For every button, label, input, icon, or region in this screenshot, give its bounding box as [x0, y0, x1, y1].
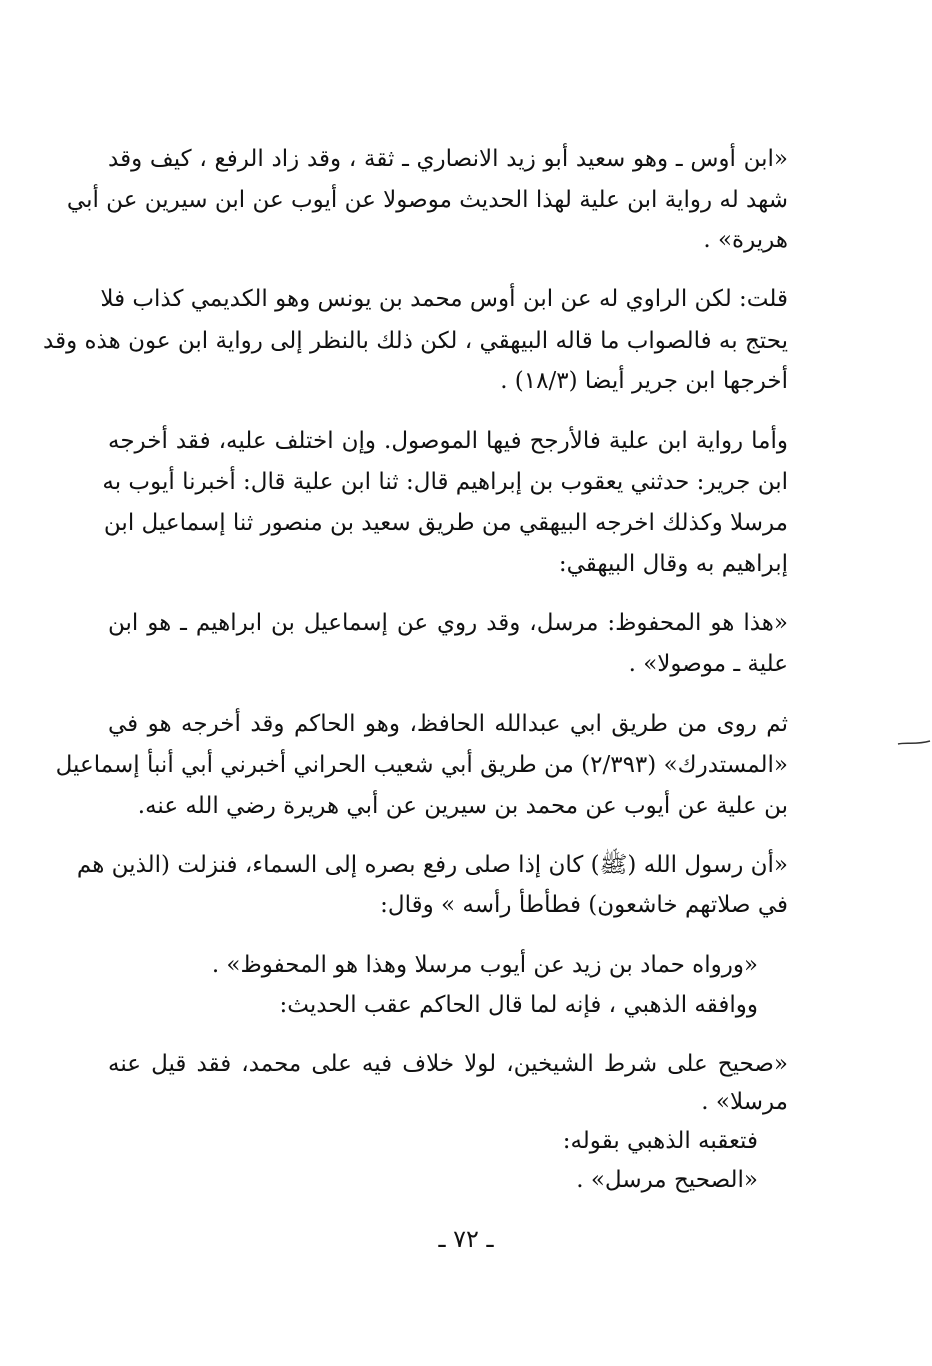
- text-line: بن علية عن أيوب عن محمد بن سيرين عن أبي هريرة رضي الله عنه.: [137, 793, 788, 819]
- text-line: فتعقبه الذهبي بقوله:: [562, 1128, 758, 1154]
- text-line: وأما رواية ابن علية فالأرجح فيها الموصول. وإن اختلف عليه، فقد أخرجه: [108, 428, 788, 454]
- quote-line: «الصحيح مرسل» .: [576, 1167, 758, 1193]
- text-line: ثم روى من طريق ابي عبدالله الحافظ، وهو الحاكم وقد أخرجه هو في: [108, 711, 788, 737]
- margin-mark: [896, 739, 932, 747]
- text-line: أخرجها ابن جرير أيضا (١٨/٣) .: [500, 368, 788, 394]
- quote-line: «ورواه حماد بن زيد عن أيوب مرسلا وهذا هو المحفوظ» .: [211, 952, 758, 978]
- quote-line: مرسلا» .: [701, 1089, 788, 1115]
- text-line: يحتج به فالصواب ما قاله البيهقي ، لكن ذلك بالنظر إلى رواية ابن عون هذه وقد: [43, 328, 788, 354]
- quote-line: علية ـ موصولا» .: [628, 651, 788, 677]
- text-line: قلت: لكن الراوي له عن ابن أوس محمد بن يونس وهو الكديمي كذاب فلا: [100, 286, 788, 312]
- text-line: مرسلا وكذلك اخرجه البيهقي من طريق سعيد بن منصور ثنا إسماعيل ابن: [103, 510, 788, 536]
- text-line: شهد له رواية ابن علية لهذا الحديث موصولا عن أيوب عن ابن سيرين عن أبي: [66, 187, 788, 213]
- text-line: ابن جرير: حدثني يعقوب بن إبراهيم قال: ثنا ابن علية قال: أخبرنا أيوب به: [102, 469, 788, 495]
- quote-line: «أن رسول الله (ﷺ) كان إذا صلى رفع بصره إلى السماء، فنزلت (الذين هم: [76, 852, 788, 878]
- text-line: «المستدرك» (٢/٣٩٣) من طريق أبي شعيب الحراني أخبرني أبي أنبأ إسماعيل: [55, 752, 788, 778]
- text-line: «ابن أوس ـ وهو سعيد أبو زيد الانصاري ـ ثقة ، وقد زاد الرفع ، كيف وقد: [108, 146, 788, 172]
- text-line: هريرة» .: [703, 227, 788, 253]
- text-line: ووافقه الذهبي ، فإنه لما قال الحاكم عقب الحديث:: [279, 992, 758, 1018]
- quote-line: «صحيح على شرط الشيخين، لولا خلاف فيه على محمد، فقد قيل عنه: [108, 1051, 788, 1077]
- text-line: إبراهيم به وقال البيهقي:: [558, 551, 788, 577]
- quote-line: «هذا هو المحفوظ: مرسل، وقد روي عن إسماعيل بن ابراهيم ـ هو ابن: [108, 610, 788, 636]
- quote-line: في صلاتهم خاشعون) فطأطأ رأسه » وقال:: [380, 892, 788, 918]
- page-number: ـ ٧٢ ـ: [438, 1225, 494, 1253]
